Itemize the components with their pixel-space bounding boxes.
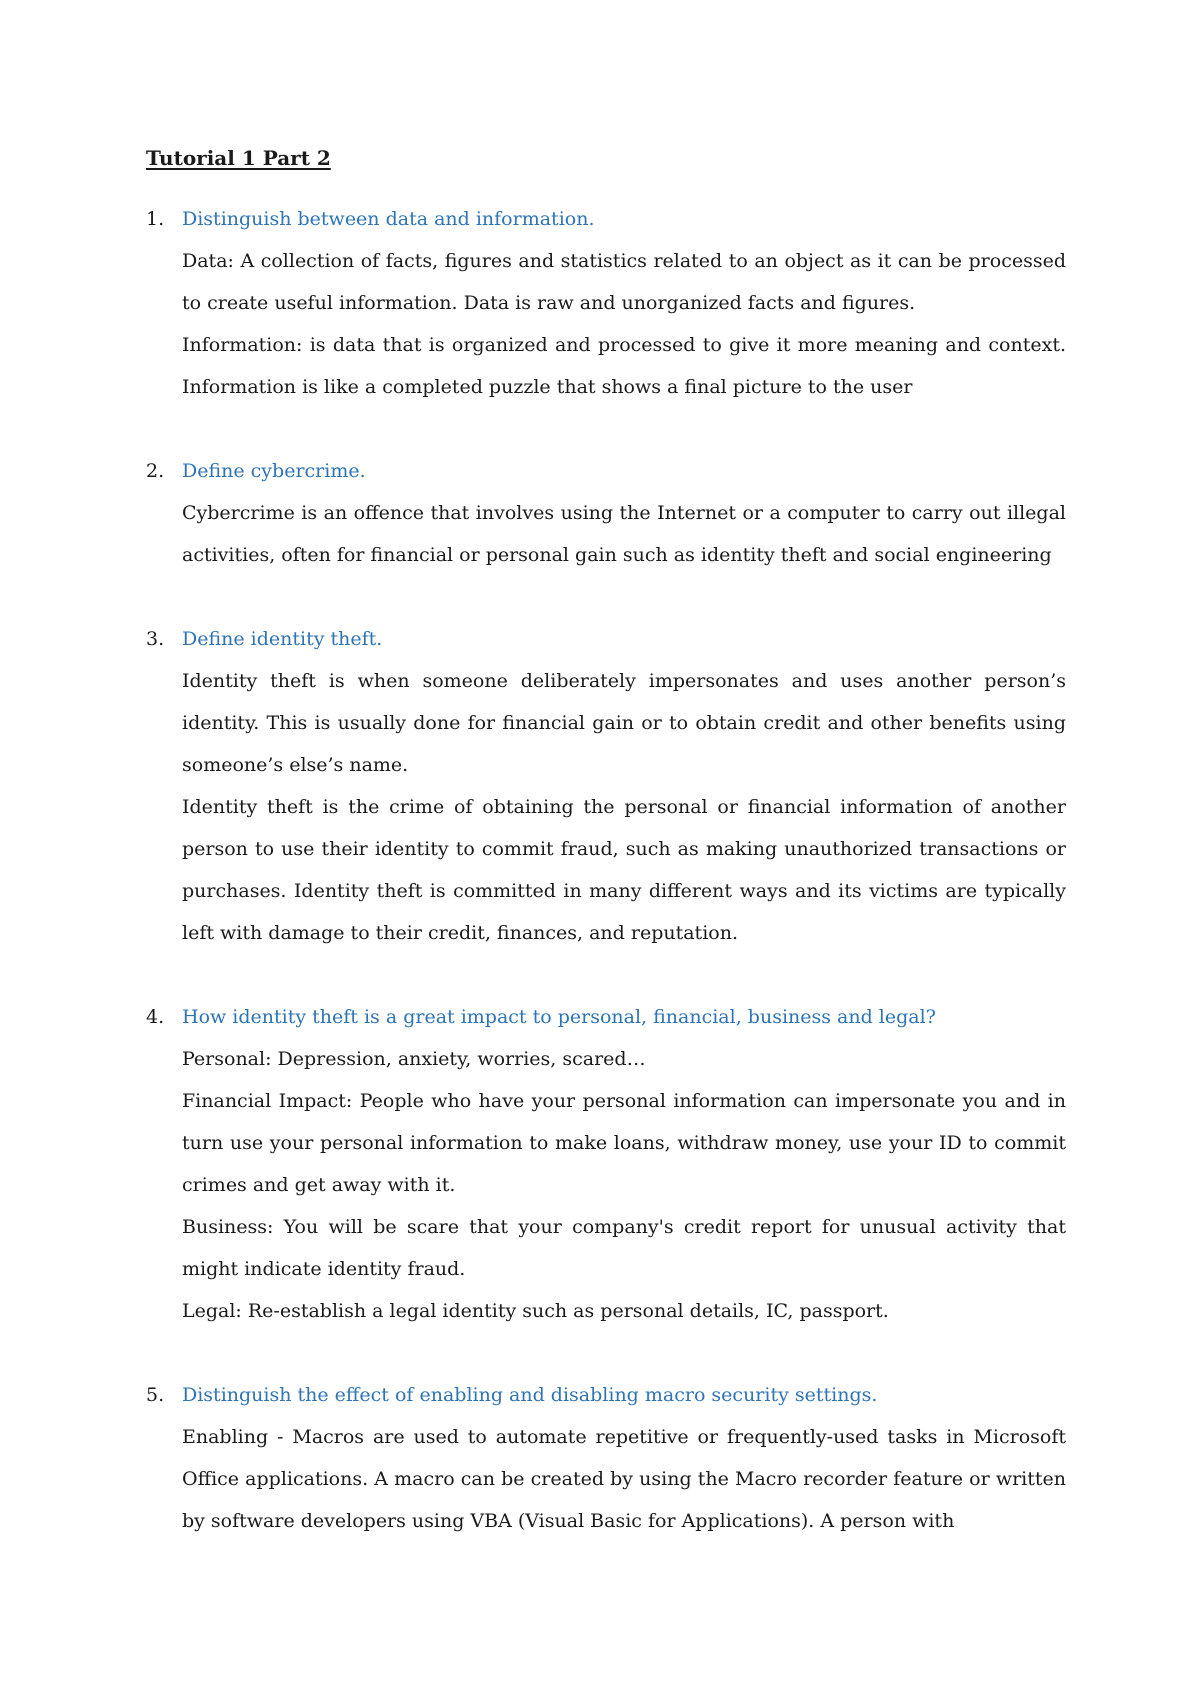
answer-paragraph: Enabling - Macros are used to automate repetitive or frequently-used tasks in Microsoft Office applications. A macro can be created by using the Macro recorder feature or written by software developers using VBA (Visual Basic for Applications). A person with (182, 1426, 1066, 1532)
answer-paragraph: Identity theft is the crime of obtaining the personal or financial information of another person to use their identity to commit fraud, such as making unauthorized transactions or purchases. Identity theft is committed in many different ways and its victims are typically left with damage to their credit, finances, and reputation. (182, 796, 1066, 944)
question-number: 4. (146, 1006, 165, 1028)
answer-paragraph: Business: You will be scare that your company's credit report for unusual activity that might indicate identity fraud. (182, 1216, 1066, 1280)
question-item-3 (146, 618, 1066, 954)
question-item-2 (146, 450, 1066, 576)
question-number: 3. (146, 628, 165, 650)
question-text: Define cybercrime. (182, 460, 366, 482)
document-title: Tutorial 1 Part 2 (146, 146, 331, 170)
answer-paragraph: Financial Impact: People who have your personal information can impersonate you and in turn use your personal information to make loans, withdraw money, use your ID to commit crimes and get away with it. (182, 1090, 1066, 1196)
question-text: Define identity theft. (182, 628, 383, 650)
answer-paragraph: Data: A collection of facts, figures and statistics related to an object as it can be processed to create useful information. Data is raw and unorganized facts and figures. (182, 250, 1066, 314)
question-number: 1. (146, 208, 165, 230)
question-text: How identity theft is a great impact to personal, financial, business and legal? (182, 1006, 936, 1028)
answer-paragraph: Cybercrime is an offence that involves using the Internet or a computer to carry out illegal activities, often for financial or personal gain such as identity theft and social engineering (182, 502, 1066, 566)
answer-paragraph: Identity theft is when someone deliberately impersonates and uses another person’s identity. This is usually done for financial gain or to obtain credit and other benefits using someone’s else’s name. (182, 670, 1066, 776)
question-list (146, 198, 1066, 1584)
question-number: 2. (146, 460, 165, 482)
answer-paragraph: Legal: Re-establish a legal identity such as personal details, IC, passport. (182, 1300, 889, 1322)
question-number: 5. (146, 1384, 165, 1406)
question-text: Distinguish the effect of enabling and disabling macro security settings. (182, 1384, 878, 1406)
question-text: Distinguish between data and information. (182, 208, 595, 230)
answer-paragraph: Information: is data that is organized and processed to give it more meaning and context. Information is like a completed puzzle that shows a final picture to the user (182, 334, 1066, 398)
answer-paragraph: Personal: Depression, anxiety, worries, scared… (182, 1048, 646, 1070)
question-item-1 (146, 198, 1066, 408)
question-item-5 (146, 1374, 1066, 1542)
question-item-4 (146, 996, 1066, 1332)
